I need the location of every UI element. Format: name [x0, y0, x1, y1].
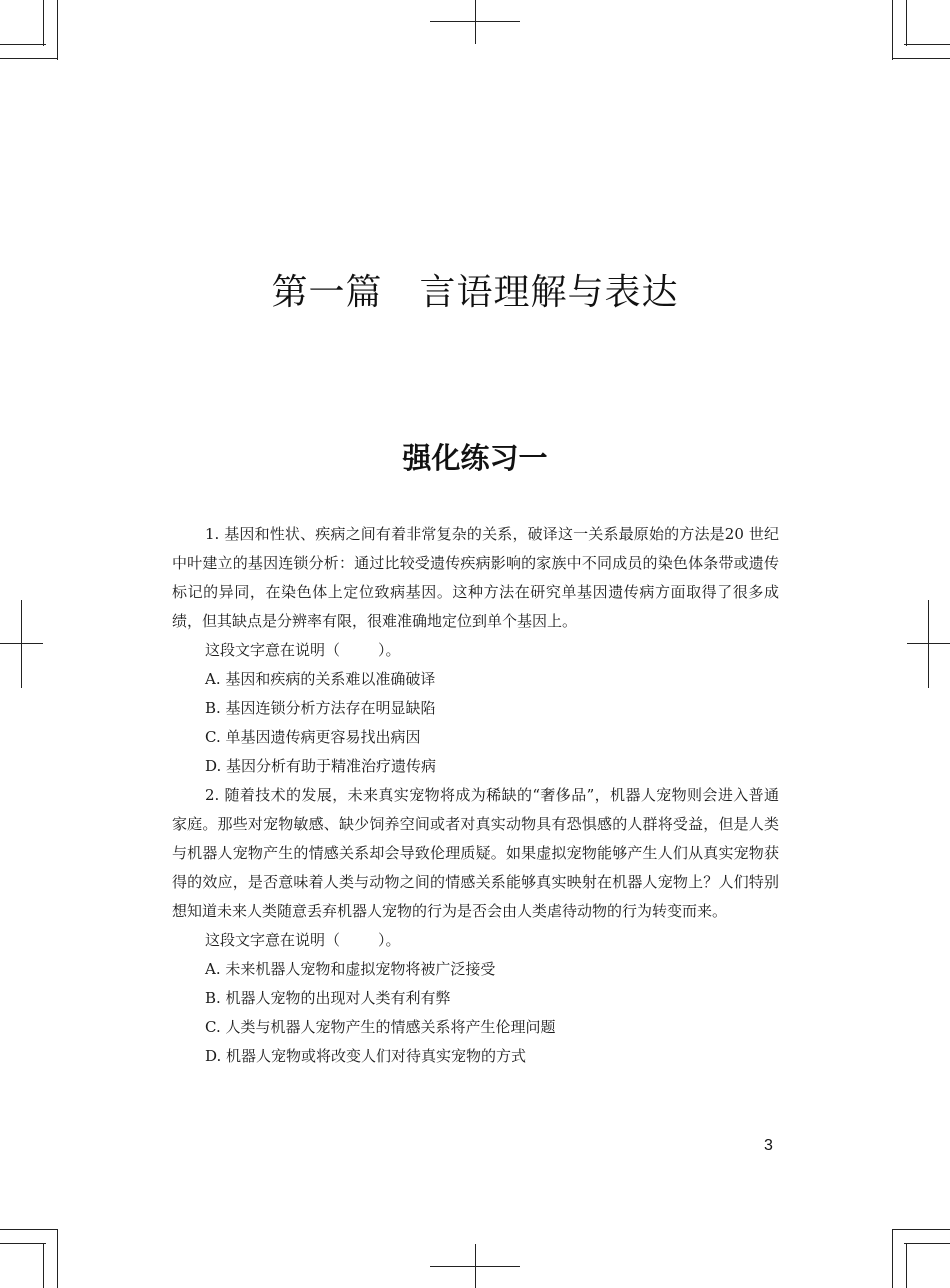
prompt-text: 这段文字意在说明（ — [205, 641, 341, 659]
option-b: B. 机器人宠物的出现对人类有利有弊 — [205, 989, 451, 1007]
question-stem: 1. 基因和性状、疾病之间有着非常复杂的关系，破译这一关系最原始的方法是20 世纪中叶建立的基因连锁分析：通过比较受遗传疾病影响的家族中不同成员的染色体条带或遗传标记的异同，在染色体上定位致病基因。这种方法在研究单基因遗传病方面取得了很多成绩，但其缺点是分辨率有限，很难准确地定位到单个基因上。 — [172, 525, 779, 630]
option-c: C. 人类与机器人宠物产生的情感关系将产生伦理问题 — [205, 1018, 556, 1036]
questions-body — [172, 520, 779, 1071]
part-title: 第一篇 言语理解与表达 — [271, 272, 679, 314]
option-d: D. 基因分析有助于精准治疗遗传病 — [205, 757, 437, 775]
page-number: 3 — [764, 1137, 773, 1154]
question-prompt — [172, 926, 779, 955]
prompt-end: ）。 — [378, 931, 401, 949]
option-a: A. 基因和疾病的关系难以准确破译 — [205, 670, 436, 688]
option-c: C. 单基因遗传病更容易找出病因 — [205, 728, 421, 746]
option-d: D. 机器人宠物或将改变人们对待真实宠物的方式 — [205, 1047, 527, 1065]
question-prompt — [172, 636, 779, 665]
section-title: 强化练习一 — [402, 441, 548, 476]
prompt-end: ）。 — [378, 641, 401, 659]
prompt-text: 这段文字意在说明（ — [205, 931, 341, 949]
question-1 — [172, 520, 779, 781]
question-stem: 2. 随着技术的发展，未来真实宠物将成为稀缺的“奢侈品”，机器人宠物则会进入普通家庭。那些对宠物敏感、缺少饲养空间或者对真实动物具有恐惧感的人群将受益，但是人类与机器人宠物产生的情感关系却会导致伦理质疑。如果虚拟宠物能够产生人们从真实宠物获得的效应，是否意味着人类与动物之间的情感关系能够真实映射在机器人宠物上？人们特别想知道未来人类随意丢弃机器人宠物的行为是否会由人类虐待动物的行为转变而来。 — [172, 786, 779, 920]
question-2 — [172, 781, 779, 1071]
option-a: A. 未来机器人宠物和虚拟宠物将被广泛接受 — [205, 960, 496, 978]
option-b: B. 基因连锁分析方法存在明显缺陷 — [205, 699, 436, 717]
